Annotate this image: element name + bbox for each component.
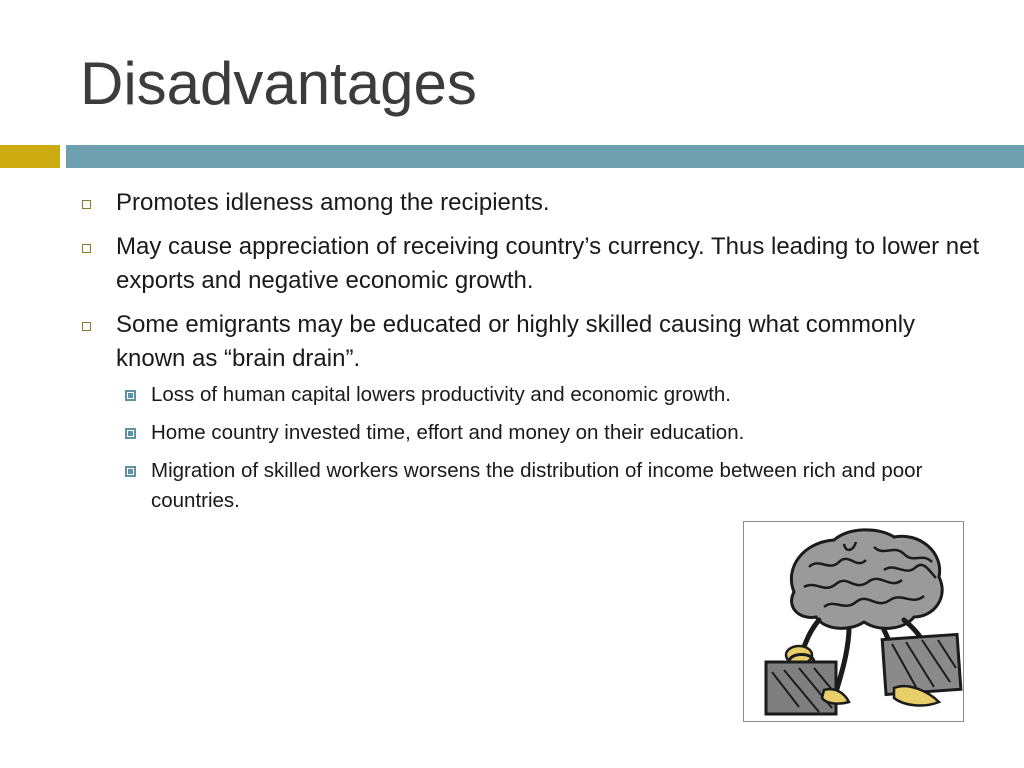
brain-drain-illustration: [743, 521, 964, 722]
sub-bullet-item: [116, 418, 991, 448]
filled-square-bullet-icon: [125, 428, 136, 439]
bullet-item: [80, 308, 980, 516]
accent-bar-teal: [66, 145, 1024, 168]
bullet-item: [80, 186, 980, 220]
square-bullet-icon: [82, 200, 91, 209]
bullet-list: [80, 186, 980, 516]
filled-square-bullet-icon: [125, 466, 136, 477]
square-bullet-icon: [82, 244, 91, 253]
sub-bullet-text: Home country invested time, effort and money on their education.: [151, 421, 745, 444]
bullet-text: May cause appreciation of receiving country’s currency. Thus leading to lower net exports and negative economic growth.: [116, 233, 980, 294]
bullet-item: [80, 230, 980, 298]
square-bullet-icon: [82, 322, 91, 331]
slide-content: [80, 186, 980, 526]
sub-bullet-text: Loss of human capital lowers productivity and economic growth.: [151, 383, 731, 406]
slide-title: Disadvantages: [80, 50, 477, 117]
sub-bullet-text: Migration of skilled workers worsens the distribution of income between rich and poor countries.: [151, 459, 923, 512]
accent-bar-gold: [0, 145, 60, 168]
sub-bullet-item: [116, 456, 991, 516]
sub-bullet-list: [116, 380, 980, 516]
bullet-text: Promotes idleness among the recipients.: [116, 189, 550, 216]
brain-carrying-suitcases-icon: [744, 522, 963, 721]
bullet-text: Some emigrants may be educated or highly skilled causing what commonly known as “brain drain”.: [116, 311, 916, 372]
sub-bullet-item: [116, 380, 991, 410]
filled-square-bullet-icon: [125, 390, 136, 401]
